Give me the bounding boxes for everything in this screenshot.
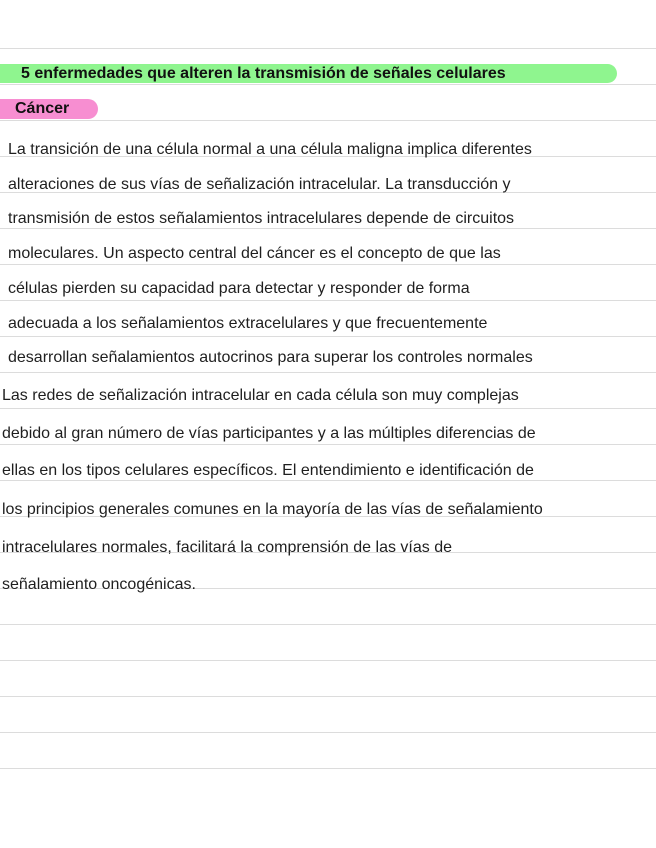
rule-line [0, 84, 656, 85]
paragraph2-line: los principios generales comunes en la mayoría de las vías de señalamiento [2, 501, 543, 518]
section-heading: Cáncer [15, 100, 70, 117]
paragraph2-line: Las redes de señalización intracelular en cada célula son muy complejas [2, 387, 519, 404]
rule-line [0, 336, 656, 337]
rule-line [0, 120, 656, 121]
rule-line [0, 660, 656, 661]
paragraph1-line: La transición de una célula normal a una célula maligna implica diferentes [8, 141, 532, 158]
rule-line [0, 48, 656, 49]
rule-line [0, 408, 656, 409]
rule-line [0, 300, 656, 301]
paragraph2-line: señalamiento oncogénicas. [2, 576, 196, 593]
paragraph2-line: ellas en los tipos celulares específicos. El entendimiento e identificación de [2, 462, 534, 479]
paragraph1-line: adecuada a los señalamientos extracelulares y que frecuentemente [8, 315, 488, 332]
paragraph2-line: debido al gran número de vías participantes y a las múltiples diferencias de [2, 425, 536, 442]
paragraph2-line: intracelulares normales, facilitará la comprensión de las vías de [2, 539, 452, 556]
paragraph1-line: transmisión de estos señalamientos intracelulares depende de circuitos [8, 210, 515, 227]
paragraph1-line: alteraciones de sus vías de señalización intracelular. La transducción y [8, 176, 511, 193]
page-title: 5 enfermedades que alteren la transmisión de señales celulares [21, 65, 506, 82]
paragraph1-line: desarrollan señalamientos autocrinos para superar los controles normales [8, 349, 533, 366]
rule-line [0, 768, 656, 769]
rule-line [0, 624, 656, 625]
rule-line [0, 696, 656, 697]
paragraph1-line: moleculares. Un aspecto central del cáncer es el concepto de que las [8, 245, 501, 262]
rule-line [0, 732, 656, 733]
paragraph1-line: células pierden su capacidad para detectar y responder de forma [8, 280, 470, 297]
rule-line [0, 372, 656, 373]
